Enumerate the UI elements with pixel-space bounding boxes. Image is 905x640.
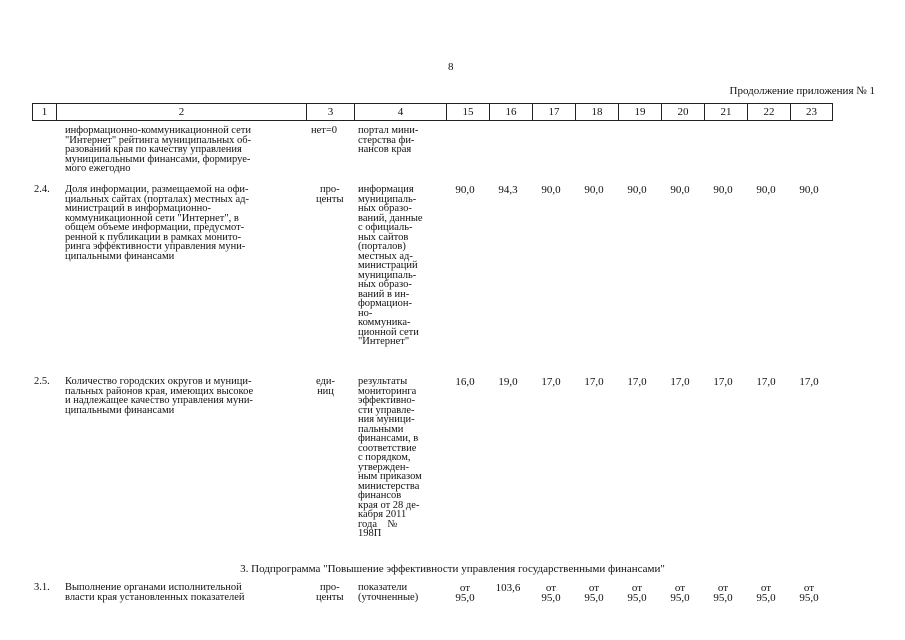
header-col-1: 1 — [32, 104, 56, 120]
header-col-21: 21 — [704, 104, 747, 120]
row-3-1-col-16: 103,6 — [495, 582, 521, 594]
prev-row-unit: нет=0 — [311, 125, 338, 136]
header-col-3: 3 — [306, 104, 354, 120]
row-3-1-col-21: от 95,0 — [713, 582, 733, 604]
row-2-4-description: Доля информации, размещаемой на офи- циальных сайтах (порталах) местных ад- министраций в информационно- коммуникационной сети "Интернет", в общем объеме информации, предусмот- ренной к публикации в рамках монито- ринга эффективности управления муни- ципальными финансами — [65, 184, 249, 262]
header-col-18: 18 — [575, 104, 618, 120]
row-2-4-col-15: 90,0 — [455, 184, 475, 196]
row-2-4-col-23: 90,0 — [799, 184, 819, 196]
row-3-1-col-15: от 95,0 — [455, 582, 475, 604]
header-col-23: 23 — [790, 104, 833, 120]
row-2-5-col-17: 17,0 — [541, 376, 561, 388]
row-2-5-col-23: 17,0 — [799, 376, 819, 388]
header-col-4: 4 — [354, 104, 446, 120]
row-3-1-number: 3.1. — [34, 582, 50, 593]
row-2-5-col-16: 19,0 — [498, 376, 518, 388]
header-col-16: 16 — [489, 104, 532, 120]
row-3-1-col-19: от 95,0 — [627, 582, 647, 604]
row-2-5-col-20: 17,0 — [670, 376, 690, 388]
row-3-1-description: Выполнение органами исполнительной власти края установленных показателей — [65, 582, 245, 603]
row-2-4-col-19: 90,0 — [627, 184, 647, 196]
row-2-4-col-21: 90,0 — [713, 184, 733, 196]
header-col-2: 2 — [56, 104, 306, 120]
row-2-4-unit: про- центы — [316, 184, 344, 205]
row-2-4-number: 2.4. — [34, 184, 50, 195]
row-2-5-col-21: 17,0 — [713, 376, 733, 388]
header-col-22: 22 — [747, 104, 790, 120]
row-2-4-col-16: 94,3 — [498, 184, 518, 196]
prev-row-description: информационно-коммуникационной сети "Интернет" рейтинга муниципальных об- разований края по качеству управления муниципальными финансами, формируе- мого ежегодно — [65, 125, 252, 174]
row-2-5-col-22: 17,0 — [756, 376, 776, 388]
table-header-row — [32, 103, 833, 121]
row-3-1-source: показатели (уточненные) — [358, 582, 419, 603]
row-2-5-col-15: 16,0 — [455, 376, 475, 388]
row-2-4-col-22: 90,0 — [756, 184, 776, 196]
row-2-5-col-18: 17,0 — [584, 376, 604, 388]
row-2-5-col-19: 17,0 — [627, 376, 647, 388]
row-2-4-col-20: 90,0 — [670, 184, 690, 196]
header-col-19: 19 — [618, 104, 661, 120]
subprogram-heading: 3. Подпрограмма "Повышение эффективности управления государственными финансами" — [240, 563, 665, 575]
row-3-1-col-20: от 95,0 — [670, 582, 690, 604]
row-3-1-col-23: от 95,0 — [799, 582, 819, 604]
page-number: 8 — [448, 61, 454, 73]
continuation-label: Продолжение приложения № 1 — [729, 85, 875, 97]
row-2-4-source: информация муниципаль- ных образо- ваний, данные с официаль- ных сайтов (порталов) местных ад- министраций муниципаль- ных образо- ваний в ин- формацион- но- коммуника- ционной сети "Интернет" — [358, 184, 423, 347]
row-2-4-col-17: 90,0 — [541, 184, 561, 196]
row-2-5-source: результаты мониторинга эффективно- сти управле- ния муници- пальными финансами, в соответствие с порядком, утвержден- ным приказом министерства финансов края от 28 де- кабря 2011 года № 198П — [358, 376, 422, 539]
row-2-5-number: 2.5. — [34, 376, 50, 387]
row-2-4-col-18: 90,0 — [584, 184, 604, 196]
header-col-15: 15 — [446, 104, 489, 120]
header-col-17: 17 — [532, 104, 575, 120]
row-3-1-col-18: от 95,0 — [584, 582, 604, 604]
row-3-1-unit: про- центы — [316, 582, 344, 603]
row-3-1-col-22: от 95,0 — [756, 582, 776, 604]
row-2-5-description: Количество городских округов и муници- пальных районов края, имеющих высокое и надлежащее качество управления муни- ципальными финансами — [65, 376, 254, 416]
prev-row-source: портал мини- стерства фи- нансов края — [358, 125, 419, 155]
header-col-20: 20 — [661, 104, 704, 120]
row-3-1-col-17: от 95,0 — [541, 582, 561, 604]
row-2-5-unit: еди- ниц — [316, 376, 335, 397]
